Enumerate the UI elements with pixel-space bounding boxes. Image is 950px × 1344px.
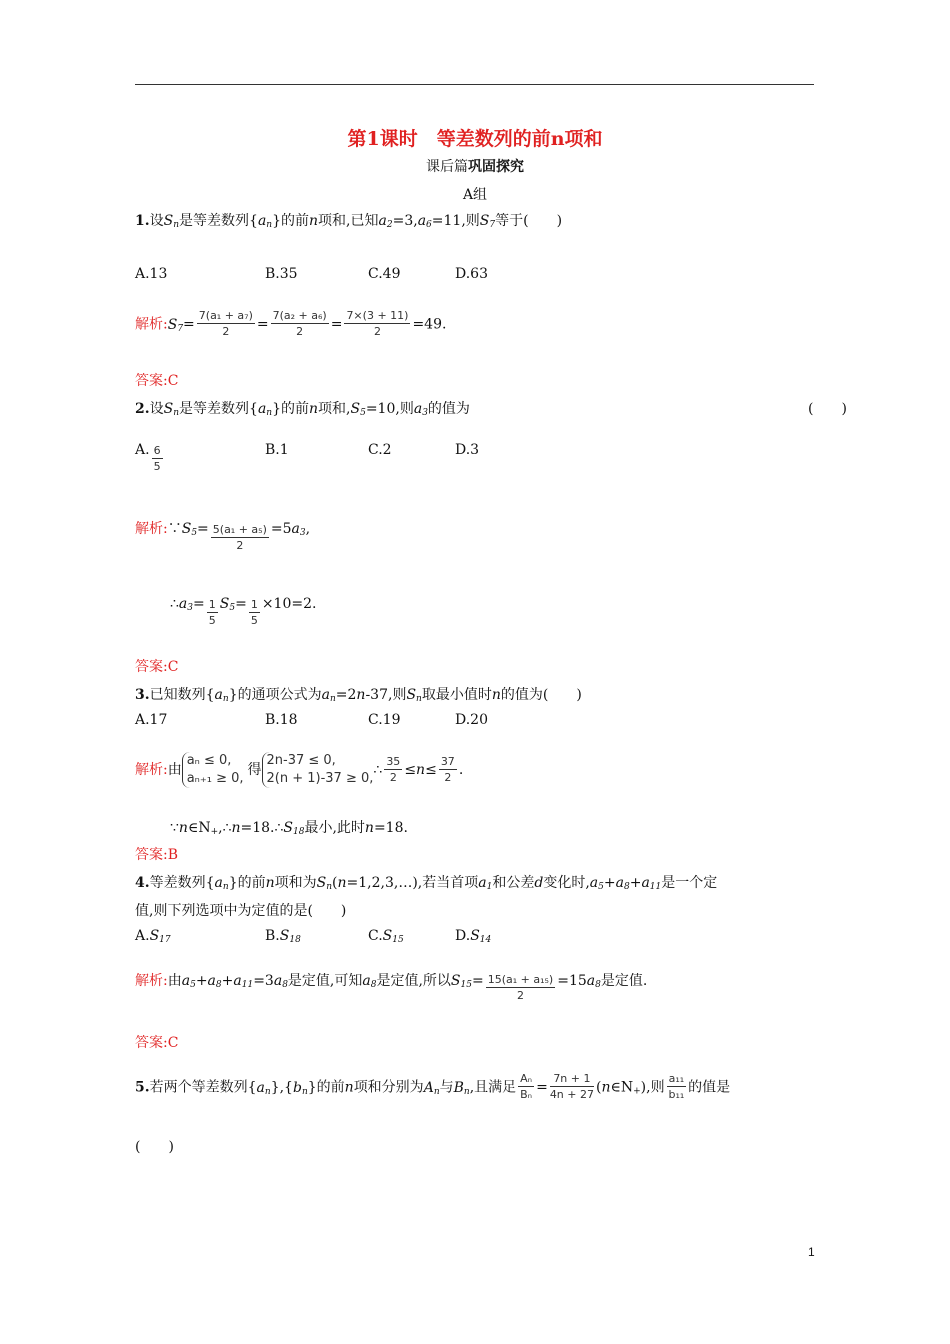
q-text: 项和,: [318, 401, 351, 417]
frac-den: 2: [389, 770, 397, 784]
var: n: [309, 213, 319, 229]
option-c: C.49: [368, 266, 401, 282]
var: $a_5$: [181, 973, 196, 990]
question-1: [135, 210, 562, 230]
var: $a_3$: [178, 596, 194, 613]
sol-text: 得: [247, 762, 262, 778]
inequality-system: [182, 752, 244, 788]
sol-text: =49.: [412, 316, 447, 333]
question-4-line-2: 值,则下列选项中为定值的是( ): [135, 903, 347, 919]
option-c: C.2: [368, 442, 392, 458]
q-text: 等差数列{: [149, 875, 215, 891]
var: $a_8$: [362, 973, 377, 990]
q-text: 变化时,: [543, 875, 590, 891]
var: $S_5$: [219, 596, 236, 613]
var: $a_8$: [207, 973, 222, 990]
frac-num: 15(a₁ + a₁₅): [487, 973, 554, 986]
answer-paren: ( ): [808, 401, 847, 417]
sol-text: ∵: [167, 521, 182, 537]
var: $S_n$: [163, 401, 180, 418]
answer-4: 答案:C: [135, 1035, 179, 1051]
q-text: ,且满足: [469, 1079, 517, 1096]
answer-3: 答案:B: [135, 847, 179, 863]
fraction: [550, 1072, 594, 1103]
sol-text: 是定值.: [600, 973, 648, 989]
analysis-label: 解析:: [135, 973, 168, 989]
option-label: C.: [368, 928, 383, 944]
analysis-2: [135, 518, 310, 554]
var: $S_{15}$: [382, 928, 404, 945]
q-text: }的前: [307, 1079, 345, 1096]
option-d: [455, 928, 491, 945]
option-b: B.18: [265, 712, 298, 728]
question-number: 2.: [135, 401, 150, 417]
sol-text: ×10=2.: [261, 596, 317, 612]
var: n: [265, 875, 275, 891]
option-a: A.17: [135, 712, 168, 728]
var: $a_8$: [273, 973, 288, 990]
fraction: [486, 973, 556, 1004]
frac-num: 6: [153, 444, 161, 457]
q-text: -37,则: [365, 687, 407, 703]
subscript: +: [210, 827, 219, 837]
sol-text: ∴: [170, 596, 179, 612]
answer-2: 答案:C: [135, 659, 179, 675]
frac-den: 4n + 27: [549, 1088, 594, 1101]
fraction: [439, 755, 457, 786]
var: $S_n$: [163, 213, 180, 230]
var: $a_n$: [321, 687, 336, 704]
q-text: },{: [270, 1079, 293, 1096]
sol-text: .: [458, 762, 464, 778]
fraction: [197, 309, 255, 340]
var: $S_{14}$: [470, 928, 492, 945]
option-label: B.: [265, 928, 280, 944]
sol-text: =: [256, 316, 269, 333]
frac-den: 2: [296, 325, 304, 338]
var: n: [601, 1079, 611, 1096]
sol-text: =: [235, 596, 247, 612]
sys-line: aₙ₊₁ ≥ 0,: [186, 771, 244, 786]
frac-den: Bₙ: [520, 1088, 533, 1101]
var: n: [416, 762, 426, 778]
var: n: [231, 820, 241, 836]
sol-text: ≤: [425, 762, 437, 778]
var: $a_n$: [214, 687, 229, 704]
fraction: [271, 309, 329, 340]
var: n: [344, 1079, 354, 1096]
var: $a_2$: [378, 213, 393, 230]
q-text: 是等差数列{: [179, 401, 258, 417]
sol-text: =18.: [373, 820, 408, 836]
sol-text: ,: [305, 521, 311, 537]
option-d: D.3: [455, 442, 480, 458]
frac-num: 1: [208, 598, 216, 611]
sol-text: ∈N: [187, 820, 211, 836]
sol-text: =15: [557, 973, 587, 989]
var: $S_5$: [350, 401, 366, 418]
fraction: [518, 1072, 534, 1103]
sol-text: +: [221, 973, 234, 989]
frac-den: 2: [373, 325, 381, 338]
sol-text: 是定值,可知: [287, 973, 363, 989]
analysis-label: 解析:: [135, 762, 168, 778]
fraction: [152, 444, 163, 475]
analysis-2-line-2: [170, 596, 316, 629]
var: $a_5$: [589, 875, 604, 892]
var: $b_n$: [292, 1079, 308, 1097]
option-d: D.63: [455, 266, 488, 282]
question-3: [135, 684, 582, 704]
page-title: 第1课时 等差数列的前n项和: [347, 128, 603, 150]
var: n: [309, 401, 319, 417]
sol-text: =: [471, 973, 484, 989]
q-text: 与: [439, 1079, 454, 1096]
sol-text: ,∴: [218, 820, 232, 836]
q-text: 取最小值时: [421, 687, 492, 703]
var: $S_{17}$: [149, 928, 171, 945]
sol-text: =: [330, 316, 343, 333]
q-text: 是一个定: [661, 875, 718, 891]
option-b: B.35: [265, 266, 298, 282]
frac-num: 5(a₁ + a₅): [212, 523, 267, 536]
q-text: +: [629, 875, 642, 891]
question-2: [135, 398, 470, 418]
subtitle-bold: 巩固探究: [468, 159, 524, 175]
var: $a_{11}$: [233, 973, 254, 990]
q-text: =: [536, 1079, 548, 1096]
var: $a_1$: [478, 875, 493, 892]
sol-text: =5: [270, 521, 292, 537]
q-text: =1,2,3,…),若当首项: [346, 875, 479, 891]
var: $a_n$: [214, 875, 229, 892]
fraction: [211, 523, 269, 554]
sol-text: ∵: [170, 820, 179, 836]
option-d: D.20: [455, 712, 488, 728]
frac-num: a₁₁: [668, 1072, 685, 1085]
var: $a_6$: [417, 213, 432, 230]
question-number: 1.: [135, 213, 150, 229]
var: $S_{18}$: [283, 820, 305, 837]
analysis-3-line-2: [170, 817, 408, 837]
analysis-3: [135, 752, 463, 788]
fraction: [667, 1072, 687, 1103]
q-text: ∈N: [610, 1079, 634, 1096]
option-label: D.: [455, 928, 471, 944]
frac-den: 2: [444, 770, 452, 784]
analysis-4: [135, 970, 647, 1004]
frac-num: 1: [250, 598, 258, 611]
analysis-label: 解析:: [135, 316, 168, 333]
frac-den: 5: [153, 460, 161, 473]
frac-num: 35: [386, 754, 401, 768]
answer-1: 答案:C: [135, 373, 179, 389]
q-text: =11,则: [431, 213, 480, 229]
frac-den: 5: [250, 614, 258, 627]
option-c: [368, 928, 404, 945]
inequality-system: [262, 752, 374, 788]
q-text: +: [603, 875, 616, 891]
answer-paren: ( ): [135, 1139, 174, 1155]
sol-text: =3: [253, 973, 274, 989]
var: $S_7$: [167, 316, 184, 334]
q-text: 的值为( ): [500, 687, 582, 703]
q-text: 设: [149, 401, 164, 417]
frac-num: 7(a₁ + a₇): [198, 309, 253, 322]
frac-den: 2: [516, 989, 524, 1002]
var: n: [491, 687, 501, 703]
sol-text: ∴: [373, 762, 383, 778]
q-text: 和公差: [492, 875, 535, 891]
frac-den: b₁₁: [668, 1088, 685, 1101]
option-c: C.19: [368, 712, 401, 728]
sol-text: ≤: [404, 762, 417, 778]
q-text: (: [332, 875, 338, 891]
sol-text: +: [195, 973, 208, 989]
option-label: A.: [135, 442, 150, 458]
q-text: }的前: [228, 875, 266, 891]
var: $S_{15}$: [450, 973, 472, 990]
q-text: 已知数列{: [149, 687, 215, 703]
sol-text: =: [183, 316, 195, 333]
group-label: A组: [462, 187, 488, 203]
sys-line: aₙ ≤ 0,: [186, 753, 232, 768]
var: $S_{18}$: [279, 928, 301, 945]
frac-num: 37: [440, 754, 455, 768]
frac-num: 7(a₂ + a₆): [272, 309, 327, 322]
var: d: [534, 875, 544, 891]
question-number: 3.: [135, 687, 150, 703]
option-b: B.1: [265, 442, 289, 458]
option-a: [135, 442, 165, 475]
sol-text: 是定值,所以: [376, 973, 451, 989]
var: $S_n$: [316, 875, 333, 892]
sol-text: =: [193, 596, 205, 612]
frac-den: 2: [222, 325, 230, 338]
fraction: [249, 598, 260, 629]
var: n: [364, 820, 374, 836]
var: n: [337, 875, 347, 891]
q-text: 项和,已知: [318, 213, 379, 229]
question-4: [135, 872, 717, 892]
q-text: =2: [335, 687, 357, 703]
frac-num: 7n + 1: [550, 1072, 594, 1087]
q-text: }的通项公式为: [228, 687, 322, 703]
page-number: 1: [808, 1245, 815, 1259]
var: n: [356, 687, 366, 703]
frac-num: 7×(3 + 11): [346, 309, 409, 322]
sol-text: 最小,此时: [304, 820, 365, 836]
option-label: A.: [135, 928, 150, 944]
frac-den: 5: [208, 614, 216, 627]
var: $a_n$: [257, 213, 273, 230]
var: n: [178, 820, 188, 836]
q-text: }的前: [272, 401, 310, 417]
analysis-label: 解析:: [135, 521, 168, 537]
q-text: 项和为: [274, 875, 317, 891]
option-a: A.13: [135, 266, 168, 282]
fraction: [384, 755, 402, 786]
subscript: +: [633, 1086, 641, 1097]
var: $a_3$: [291, 521, 306, 538]
var: $a_n$: [256, 1079, 271, 1097]
q-text: 的值为: [427, 401, 470, 417]
option-a: [135, 928, 171, 945]
q-text: 的值是: [688, 1079, 731, 1096]
frac-den: 2: [236, 539, 244, 552]
q-text: 若两个等差数列{: [149, 1079, 257, 1096]
q-text: }的前: [272, 213, 310, 229]
q-text: 项和分别为: [353, 1079, 424, 1096]
var: $a_3$: [413, 401, 428, 418]
q-text: =3,: [392, 213, 418, 229]
sol-text: =18.∴: [240, 820, 284, 836]
q-text: =10,则: [365, 401, 414, 417]
var: $a_8$: [586, 973, 601, 990]
subtitle-prefix: 课后篇: [426, 159, 468, 175]
fraction: [344, 309, 410, 340]
page-subtitle: [0, 156, 950, 176]
sys-line: 2n-37 ≤ 0,: [266, 753, 336, 768]
var: $A_n$: [423, 1079, 440, 1097]
var: $a_8$: [615, 875, 630, 892]
question-number: 5.: [135, 1079, 150, 1096]
q-text: 是等差数列{: [179, 213, 258, 229]
frac-num: Aₙ: [520, 1072, 533, 1085]
analysis-1: [135, 309, 446, 340]
question-5: [135, 1072, 730, 1103]
var: $S_n$: [406, 687, 422, 704]
option-b: [265, 928, 301, 945]
fraction: [207, 598, 218, 629]
header-rule: [135, 84, 814, 85]
var: $B_n$: [453, 1079, 470, 1097]
var: $a_n$: [257, 401, 273, 418]
var: $a_{11}$: [641, 875, 662, 892]
q-text: ),则: [640, 1079, 665, 1096]
q-text: (: [596, 1079, 602, 1096]
sol-text: =: [197, 521, 209, 537]
q-text: 等于( ): [495, 213, 563, 229]
sol-text: 由: [167, 973, 182, 989]
sys-line: 2(n + 1)-37 ≥ 0,: [266, 771, 374, 786]
var: $S_7$: [479, 213, 496, 230]
sol-text: 由: [167, 762, 182, 778]
var: $S_5$: [181, 521, 198, 538]
question-number: 4.: [135, 875, 150, 891]
q-text: 设: [149, 213, 164, 229]
